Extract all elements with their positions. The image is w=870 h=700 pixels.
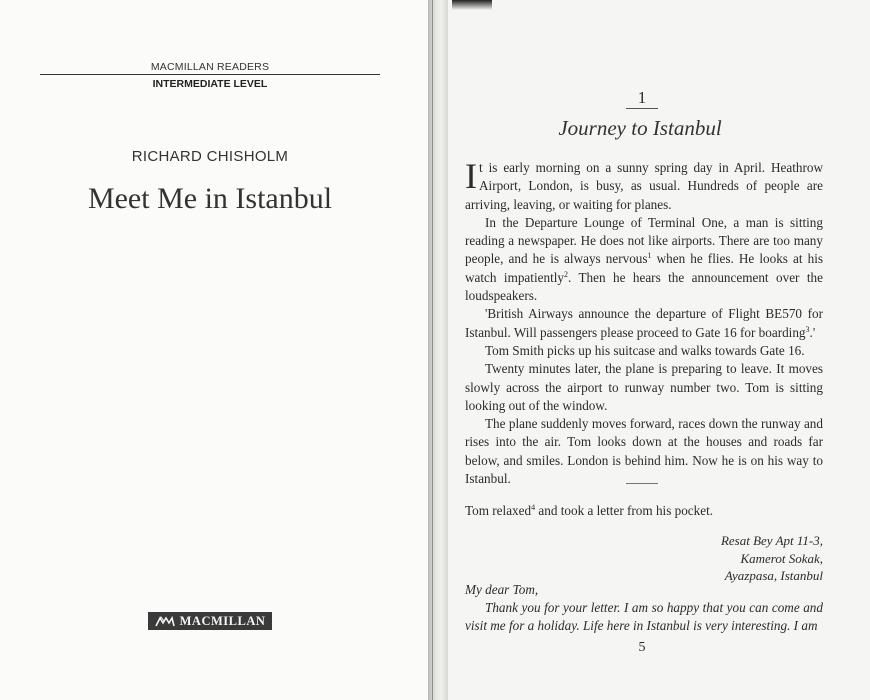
- footnote-ref: 3: [805, 324, 810, 334]
- paragraph: 'British Airways announce the departure of Flight BE570 for Istanbul. Will passengers please proceed to Gate 16 for boarding$^3$.': [465, 306, 823, 340]
- footnote-ref: 4: [531, 503, 536, 512]
- book-title: Meet Me in Istanbul: [87, 182, 333, 215]
- paragraph: The plane suddenly moves forward, races down the runway and rises into the air. Tom looks down at the houses and roads far below, and smiles. London is behind him. Now he is on his way to Istanbul.: [465, 416, 823, 487]
- chapter-body: [465, 156, 823, 488]
- paragraph: Twenty minutes later, the plane is preparing to leave. It moves slowly across the airport to runway number two. Tom is sitting looking out of the window.: [465, 361, 823, 413]
- gutter-line: [432, 0, 433, 700]
- paragraph: In the Departure Lounge of Terminal One, a man is sitting reading a newspaper. He does not like airports. There are too many people, and he is always nervous$^1$ when he flies. He looks at his watch impatiently$^2$. Then he hears the announcement over the loudspeakers.: [465, 214, 823, 304]
- chapter-number-rule: [626, 108, 658, 109]
- address-line: Kamerot Sokak,: [740, 550, 823, 566]
- section-divider: [626, 483, 658, 484]
- publisher-logo: [148, 612, 272, 630]
- page-number: 5: [638, 640, 646, 655]
- series-name: MACMILLAN READERS: [150, 61, 270, 73]
- drop-cap: I: [465, 156, 477, 196]
- address-line: Resat Bey Apt 11-3,: [720, 533, 823, 548]
- letter-address: [600, 532, 823, 585]
- left-page: [0, 0, 428, 700]
- page-edge-shadow: [452, 0, 492, 10]
- paragraph: Tom Smith picks up his suitcase and walks towards Gate 16.: [485, 342, 805, 358]
- chapter-title: Journey to Istanbul: [558, 116, 722, 140]
- address-line: Ayazpasa, Istanbul: [724, 568, 823, 583]
- paragraph-relaxed: Tom relaxed$^4$ and took a letter from his pocket.: [465, 503, 714, 518]
- footnote-ref: 1: [647, 251, 652, 261]
- macmillan-logo-icon: [155, 615, 175, 627]
- letter-body: Thank you for your letter. I am so happy that you can come and visit me for a holiday. Life here in Istanbul is very interesting. I am: [465, 600, 823, 633]
- publisher-name: MACMILLAN: [179, 613, 266, 628]
- chapter-number: 1: [637, 88, 647, 107]
- author-name: RICHARD CHISHOLM: [131, 148, 289, 165]
- footnote-ref: 2: [563, 269, 568, 279]
- letter: [465, 581, 823, 635]
- letter-greeting: My dear Tom,: [465, 582, 539, 597]
- reading-level: INTERMEDIATE LEVEL: [152, 78, 268, 90]
- series-divider: [40, 74, 380, 75]
- paragraph: It is early morning on a sunny spring day in April. Heathrow Airport, London, is busy, as usual. Hundreds of people are arriving, leaving, or waiting for planes.: [465, 156, 823, 212]
